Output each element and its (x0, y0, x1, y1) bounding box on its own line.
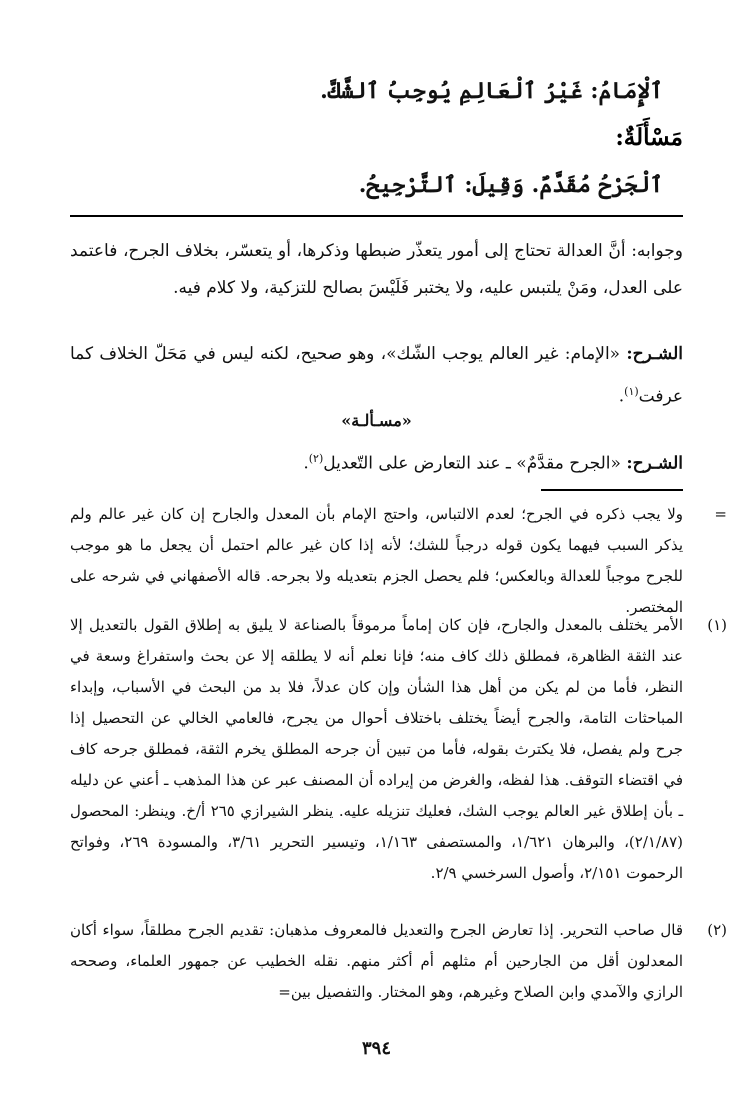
matn-line-jarh: ٱلْجَرْحُ مُقَدَّمٌ. وَقِيلَ: ٱلتَّرْجِيحُ. (358, 172, 663, 198)
footnote-separator-line (541, 489, 683, 491)
footnote-1 (70, 610, 727, 889)
sharh-label-2: الشـرح: (626, 453, 683, 474)
sharh-text-2: «الجرح مقدَّمٌ» ـ عند التعارض على التّعديل (323, 453, 621, 474)
sharh-text: «الإمام: غير العالم يوجب الشّك»، وهو صحيح، لكنه ليس في مَحَلّ الخلاف كما عرفت (70, 344, 683, 407)
page-number: ٣٩٤ (361, 1038, 391, 1059)
footnote-mark: = (714, 505, 727, 523)
footnote-mark: (٢) (707, 921, 727, 939)
footnote-text: ولا يجب ذكره في الجرح؛ لعدم الالتباس، واحتج الإمام بأن المعدل والجارح إن كان غير عالم ولم يذكر السبب فيهما يكون قوله درجباً للشك؛ لأنه إذا كان غير عالم احتمل أن يجعل ما هو موجب للجرح موجباً للعدالة وبالعكس؛ فلم يحصل الجزم بتعديله ولا بجرحه. قاله الأصفهاني في شرحه على المختصر. (70, 505, 683, 616)
footnote-continuation (70, 499, 727, 623)
footnote-ref-1: (١) (624, 385, 639, 398)
masala-heading: مَسْأَلَةٌ: (615, 124, 683, 151)
commentary-paragraph: وجوابه: أنَّ العدالة تحتاج إلى أمور يتعذّر ضبطها وذكرها، أو يتعسّر، بخلاف الجرح، فاعتمد على العدل، ومَنْ يلتبس عليه، ولا يختبر فَلَيْسَ بصالح للتزكية، ولا كلام فيه. (70, 241, 683, 298)
footnote-text: قال صاحب التحرير. إذا تعارض الجرح والتعديل فالمعروف مذهبان: تقديم الجرح مطلقاً، سواء أكان المعدلون أقل من الجارحين أم مثلهم أم أكثر منهم. نقله الخطيب عن جمهور العلماء، وصححه الرازي والآمدي وابن الصلاح وغيرهم، وهو المختار. والتفصيل بين= (70, 921, 683, 1001)
masala-subtitle: «مسـألـة» (341, 411, 412, 430)
footnote-2 (70, 915, 727, 1008)
footnote-ref-2: (٢) (308, 452, 324, 465)
footnote-text: الأمر يختلف بالمعدل والجارح، فإن كان إماماً مرموقاً بالصناعة لا يليق به إطلاق القول بالتعديل إلا عند الثقة الظاهرة، فمطلق ذلك كاف منه؛ فإنا نعلم أنه لا يطلقه إلا عن بحث واستفراغ وسعة في النظر، فأما من لم يكن من أهل هذا الشأن وإن كان عدلاً، فلا بد من البحث في الأسباب، وإبداء المباحثات التامة، والجرح أيضاً يختلف باختلاف أحوال من يجرح، فالعامي الخالي عن التحصيل إذا جرح ولم يفصل، فلا يكترث بقوله، فأما من تبين أن جرحه المطلق يخرم الثقة، فمطلق جرحه كاف في اقتضاء التوقف. هذا لفظه، والغرض من إيراده أن المصنف عبر عن هذا المذهب ـ أعني عن دليله ـ بأن إطلاق غير العالم يوجب الشك، فعليك تنزيله عليه. ينظر الشيرازي ٢٦٥ أ/خ. وينظر: المحصول (٢/١/٨٧)، والبرهان ١/٦٢١، والمستصفى ١/١٦٣، وتيسير التحرير ٣/٦١، والمسودة ٢٦٩، وفواتح الرحموت ٢/١٥١، وأصول السرخسي ٢/٩. (70, 616, 683, 882)
sharh-label: الشـرح: (626, 344, 683, 364)
matn-line-imam: ٱلْإِمَامُ: غَيْرُ ٱلْعَالِمِ يُوجِبُ ٱلشَّكَّ. (320, 78, 663, 104)
footnote-mark: (١) (707, 616, 727, 634)
sharh-paragraph-jarh: الشـرح: «الجرح مقدَّمٌ» ـ عند التعارض على التّعديل$^{(٢)}$. (303, 452, 683, 474)
sharh-paragraph-imam: الشـرح: «الإمام: غير العالم يوجب الشّك»، وهو صحيح، لكنه ليس في مَحَلّ الخلاف كما عرفت$^{(١)}$. (70, 344, 683, 407)
matn-separator-line (70, 215, 683, 217)
